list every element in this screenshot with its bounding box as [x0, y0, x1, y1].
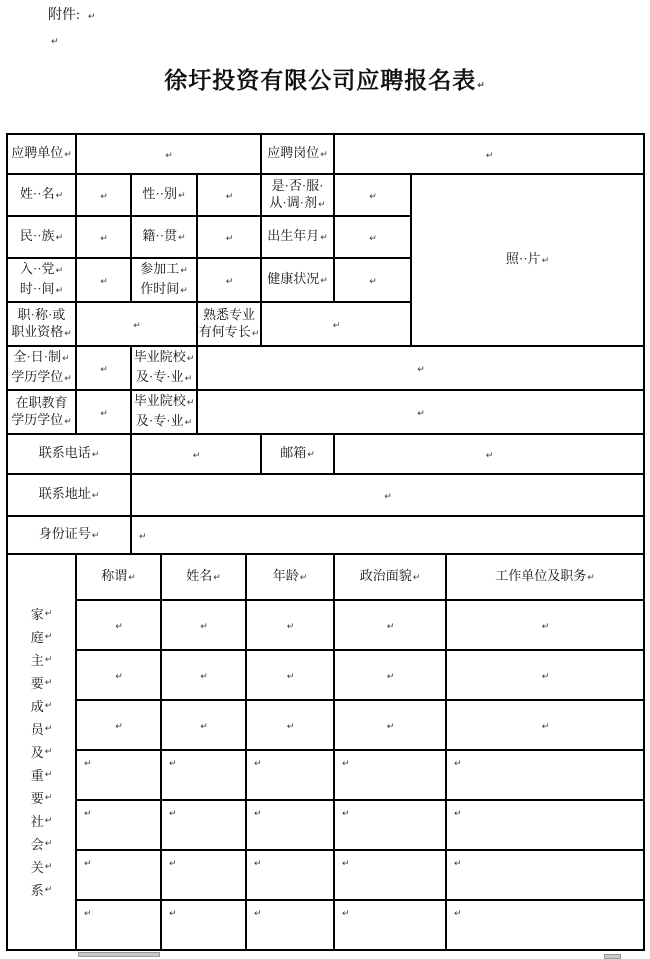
- party-time-label: 入··党↵ 时··间↵: [7, 258, 76, 302]
- paragraph-mark: ↵: [342, 909, 350, 919]
- paragraph-mark: ↵: [225, 234, 234, 244]
- attachment-label: 附件:: [48, 8, 80, 23]
- inservice-edu-value-cell[interactable]: [76, 390, 131, 434]
- family-row-cell[interactable]: [334, 900, 446, 950]
- paragraph-mark: ↵: [454, 909, 462, 919]
- paragraph-mark: ↵: [180, 286, 188, 296]
- native-place-label: 籍··贯↵: [131, 216, 197, 258]
- paragraph-mark: ↵: [320, 150, 328, 160]
- name-label: 姓··名↵: [7, 174, 76, 216]
- family-col-header-workunit: 工作单位及职务↵: [446, 554, 644, 600]
- paragraph-mark: ↵: [369, 192, 377, 202]
- fulltime-edu-label: 全·日·制↵ 学历学位↵: [7, 346, 76, 390]
- paragraph-mark: ↵: [55, 266, 64, 276]
- paragraph-mark: ↵: [307, 450, 315, 460]
- paragraph-mark: ↵: [44, 769, 53, 780]
- paragraph-mark: ↵: [342, 809, 350, 819]
- paragraph-mark: ↵: [342, 759, 350, 769]
- paragraph-mark: ↵: [115, 722, 123, 732]
- paragraph-mark: ↵: [200, 622, 208, 632]
- paragraph-mark: ↵: [44, 861, 53, 872]
- family-row-cell[interactable]: [76, 850, 161, 900]
- paragraph-mark: ↵: [44, 700, 53, 711]
- paragraph-mark: ↵: [225, 192, 234, 202]
- vertical-label-char: 成 ↵: [30, 698, 53, 714]
- paragraph-mark: ↵: [254, 809, 262, 819]
- paragraph-mark: ↵: [84, 859, 92, 869]
- paragraph-mark: ↵: [541, 722, 550, 732]
- fulltime-edu-value-cell[interactable]: [76, 346, 131, 390]
- family-row-cell[interactable]: [446, 850, 644, 900]
- paragraph-mark: ↵: [100, 409, 108, 419]
- paragraph-mark: ↵: [299, 573, 308, 583]
- fulltime-school-value-cell[interactable]: [197, 346, 644, 390]
- paragraph-mark: ↵: [44, 746, 53, 757]
- phone-value-cell[interactable]: [131, 434, 261, 474]
- paragraph-mark: ↵: [55, 286, 64, 296]
- paragraph-mark: ↵: [100, 365, 108, 375]
- paragraph-mark: ↵: [169, 909, 177, 919]
- apply-position-value-cell[interactable]: [334, 134, 644, 174]
- paragraph-mark: ↵: [286, 672, 295, 682]
- family-row-cell[interactable]: [446, 600, 644, 650]
- inservice-edu-label: 在职教育 学历学位↵: [7, 390, 76, 434]
- apply-position-label: 应聘岗位↵: [261, 134, 334, 174]
- family-row-cell[interactable]: [76, 750, 161, 800]
- health-label: 健康状况↵: [261, 258, 334, 302]
- photo-cell[interactable]: 照··片↵: [411, 174, 644, 346]
- paragraph-mark: ↵: [44, 631, 53, 642]
- paragraph-mark: ↵: [477, 81, 486, 91]
- family-col-header-name: 姓名↵: [161, 554, 246, 600]
- vertical-label-char: 要 ↵: [30, 790, 53, 806]
- family-row-cell[interactable]: [246, 650, 334, 700]
- pro-title-label: 职·称·或 职业资格↵: [7, 302, 76, 346]
- family-row-cell[interactable]: [246, 750, 334, 800]
- family-vertical-label: [7, 554, 76, 950]
- paragraph-mark: ↵: [133, 321, 141, 331]
- paragraph-mark: ↵: [44, 815, 53, 826]
- vertical-label-char: 家 ↵: [30, 606, 53, 622]
- paragraph-mark: ↵: [184, 418, 193, 428]
- paragraph-mark: ↵: [64, 328, 72, 339]
- paragraph-mark: ↵: [84, 909, 92, 919]
- email-label: 邮箱↵: [261, 434, 334, 474]
- native-place-value-cell[interactable]: [197, 216, 261, 258]
- paragraph-mark: ↵: [417, 365, 425, 375]
- paragraph-mark: ↵: [485, 151, 494, 161]
- paragraph-mark: ↵: [180, 266, 188, 276]
- email-value-cell[interactable]: [334, 434, 644, 474]
- paragraph-mark: ↵: [251, 328, 260, 339]
- family-row-cell[interactable]: [76, 800, 161, 850]
- vertical-label-char: 会 ↵: [30, 836, 53, 852]
- health-value-cell[interactable]: [334, 258, 411, 302]
- vertical-label-char: 系 ↵: [30, 882, 53, 898]
- id-number-value-cell[interactable]: [131, 516, 644, 554]
- paragraph-mark: ↵: [100, 234, 108, 244]
- inservice-school-value-cell[interactable]: [197, 390, 644, 434]
- paragraph-mark: ↵: [100, 277, 108, 287]
- empty-paragraph: [50, 30, 650, 56]
- paragraph-mark: ↵: [369, 277, 377, 287]
- paragraph-mark: ↵: [84, 759, 92, 769]
- gender-value-cell[interactable]: [197, 174, 261, 216]
- id-number-label: 身份证号↵: [7, 516, 131, 554]
- paragraph-mark: ↵: [332, 321, 341, 331]
- family-col-header-age: 年龄↵: [246, 554, 334, 600]
- page-title: 徐圩投资有限公司应聘报名表↵: [164, 68, 486, 93]
- party-time-value-cell[interactable]: [76, 258, 131, 302]
- paragraph-mark: ↵: [87, 12, 96, 22]
- paragraph-mark: ↵: [225, 277, 234, 287]
- specialty-value-cell[interactable]: [261, 302, 411, 346]
- family-col-header-political: 政治面貌↵: [334, 554, 446, 600]
- paragraph-mark: ↵: [44, 838, 53, 849]
- paragraph-mark: ↵: [91, 531, 100, 541]
- paragraph-mark: ↵: [44, 654, 53, 665]
- paragraph-mark: ↵: [384, 492, 392, 502]
- paragraph-mark: ↵: [541, 672, 550, 682]
- paragraph-mark: ↵: [213, 573, 221, 583]
- fulltime-school-label: 毕业院校↵ 及·专·业↵: [131, 346, 197, 390]
- vertical-label-char: 员 ↵: [30, 721, 53, 737]
- paragraph-mark: ↵: [369, 234, 377, 244]
- attachment-line: [48, 6, 650, 30]
- paragraph-mark: ↵: [51, 37, 59, 47]
- paragraph-mark: ↵: [64, 416, 72, 427]
- paragraph-mark: ↵: [178, 233, 186, 243]
- next-page-fragment-right: [604, 954, 621, 959]
- paragraph-mark: ↵: [386, 722, 395, 732]
- birth-date-label: 出生年月↵: [261, 216, 334, 258]
- vertical-label-char: 庭 ↵: [30, 629, 53, 645]
- paragraph-mark: ↵: [84, 809, 92, 819]
- family-row-cell[interactable]: [161, 650, 246, 700]
- family-row-cell[interactable]: [334, 800, 446, 850]
- paragraph-mark: ↵: [485, 451, 494, 461]
- inservice-school-label: 毕业院校↵ 及·专·业↵: [131, 390, 197, 434]
- paragraph-mark: ↵: [320, 276, 328, 286]
- specialty-label: 熟悉专业 有何专长↵: [197, 302, 261, 346]
- application-form-table: [6, 133, 645, 951]
- paragraph-mark: ↵: [169, 809, 177, 819]
- vertical-label-char: 关 ↵: [30, 859, 53, 875]
- apply-unit-label: 应聘单位↵: [7, 134, 76, 174]
- family-row-cell[interactable]: [334, 850, 446, 900]
- family-row-cell[interactable]: [334, 750, 446, 800]
- paragraph-mark: ↵: [254, 859, 262, 869]
- vertical-label-char: 主 ↵: [30, 652, 53, 668]
- family-row-cell[interactable]: [76, 600, 161, 650]
- family-row-cell[interactable]: [334, 700, 446, 750]
- paragraph-mark: ↵: [417, 409, 425, 419]
- birth-date-value-cell[interactable]: [334, 216, 411, 258]
- paragraph-mark: ↵: [184, 374, 193, 384]
- paragraph-mark: ↵: [254, 909, 262, 919]
- paragraph-mark: ↵: [412, 573, 421, 583]
- paragraph-mark: ↵: [192, 451, 201, 461]
- family-row-cell[interactable]: [246, 850, 334, 900]
- paragraph-mark: ↵: [169, 759, 177, 769]
- paragraph-mark: ↵: [386, 672, 395, 682]
- family-row-cell[interactable]: [246, 900, 334, 950]
- paragraph-mark: ↵: [178, 191, 186, 201]
- paragraph-mark: ↵: [186, 354, 195, 364]
- paragraph-mark: ↵: [541, 622, 550, 632]
- paragraph-mark: ↵: [200, 722, 208, 732]
- pro-title-value-cell[interactable]: [76, 302, 197, 346]
- name-value-cell[interactable]: [76, 174, 131, 216]
- obey-transfer-label: 是·否·服· 从·调·剂↵: [261, 174, 334, 216]
- paragraph-mark: ↵: [541, 256, 550, 266]
- paragraph-mark: ↵: [139, 532, 147, 542]
- family-row-cell[interactable]: [161, 850, 246, 900]
- obey-transfer-value-cell[interactable]: [334, 174, 411, 216]
- family-row-cell[interactable]: [161, 700, 246, 750]
- vertical-label-char: 要 ↵: [30, 675, 53, 691]
- apply-unit-value-cell[interactable]: [76, 134, 261, 174]
- family-row-cell[interactable]: [446, 900, 644, 950]
- paragraph-mark: ↵: [44, 884, 53, 895]
- family-row-cell[interactable]: [161, 800, 246, 850]
- paragraph-mark: ↵: [169, 859, 177, 869]
- family-row-cell[interactable]: [334, 650, 446, 700]
- paragraph-mark: ↵: [454, 859, 462, 869]
- paragraph-mark: ↵: [286, 622, 295, 632]
- family-row-cell[interactable]: [76, 650, 161, 700]
- paragraph-mark: ↵: [320, 233, 328, 243]
- family-row-cell[interactable]: [246, 600, 334, 650]
- family-row-cell[interactable]: [446, 650, 644, 700]
- paragraph-mark: ↵: [454, 809, 462, 819]
- paragraph-mark: ↵: [128, 573, 136, 583]
- gender-label: 性··别↵: [131, 174, 197, 216]
- family-row-cell[interactable]: [334, 600, 446, 650]
- family-row-cell[interactable]: [246, 800, 334, 850]
- paragraph-mark: ↵: [318, 199, 326, 210]
- family-row-cell[interactable]: [76, 700, 161, 750]
- address-label: 联系地址↵: [7, 474, 131, 516]
- work-start-label: 参加工↵ 作时间↵: [131, 258, 197, 302]
- family-row-cell[interactable]: [446, 750, 644, 800]
- paragraph-mark: ↵: [64, 374, 72, 384]
- paragraph-mark: ↵: [200, 672, 208, 682]
- paragraph-mark: ↵: [386, 622, 395, 632]
- paragraph-mark: ↵: [186, 398, 195, 408]
- paragraph-mark: ↵: [64, 150, 72, 160]
- family-row-cell[interactable]: [161, 750, 246, 800]
- paragraph-mark: ↵: [91, 491, 100, 501]
- phone-label: 联系电话↵: [7, 434, 131, 474]
- paragraph-mark: ↵: [44, 677, 53, 688]
- paragraph-mark: ↵: [44, 792, 53, 803]
- paragraph-mark: ↵: [342, 859, 350, 869]
- paragraph-mark: ↵: [165, 151, 173, 161]
- paragraph-mark: ↵: [44, 723, 53, 734]
- paragraph-mark: ↵: [254, 759, 262, 769]
- vertical-label-char: 社 ↵: [30, 813, 53, 829]
- address-value-cell[interactable]: [131, 474, 644, 516]
- paragraph-mark: ↵: [55, 233, 64, 243]
- family-row-cell[interactable]: [446, 800, 644, 850]
- paragraph-mark: ↵: [91, 450, 100, 460]
- family-col-header-title: 称谓↵: [76, 554, 161, 600]
- paragraph-mark: ↵: [587, 573, 595, 583]
- vertical-label-char: 及 ↵: [30, 744, 53, 760]
- paragraph-mark: ↵: [62, 354, 70, 364]
- family-row-cell[interactable]: [161, 600, 246, 650]
- family-row-cell[interactable]: [246, 700, 334, 750]
- family-row-cell[interactable]: [446, 700, 644, 750]
- family-row-cell[interactable]: [76, 900, 161, 950]
- word-document-page: [0, 6, 650, 959]
- work-start-value-cell[interactable]: [197, 258, 261, 302]
- paragraph-mark: ↵: [454, 759, 462, 769]
- paragraph-mark: ↵: [286, 722, 295, 732]
- paragraph-mark: ↵: [100, 192, 108, 202]
- paragraph-mark: ↵: [115, 672, 123, 682]
- paragraph-mark: ↵: [55, 191, 64, 201]
- ethnicity-value-cell[interactable]: [76, 216, 131, 258]
- paragraph-mark: ↵: [115, 622, 123, 632]
- vertical-label-char: 重 ↵: [30, 767, 53, 783]
- family-row-cell[interactable]: [161, 900, 246, 950]
- ethnicity-label: 民··族↵: [7, 216, 76, 258]
- paragraph-mark: ↵: [44, 608, 53, 619]
